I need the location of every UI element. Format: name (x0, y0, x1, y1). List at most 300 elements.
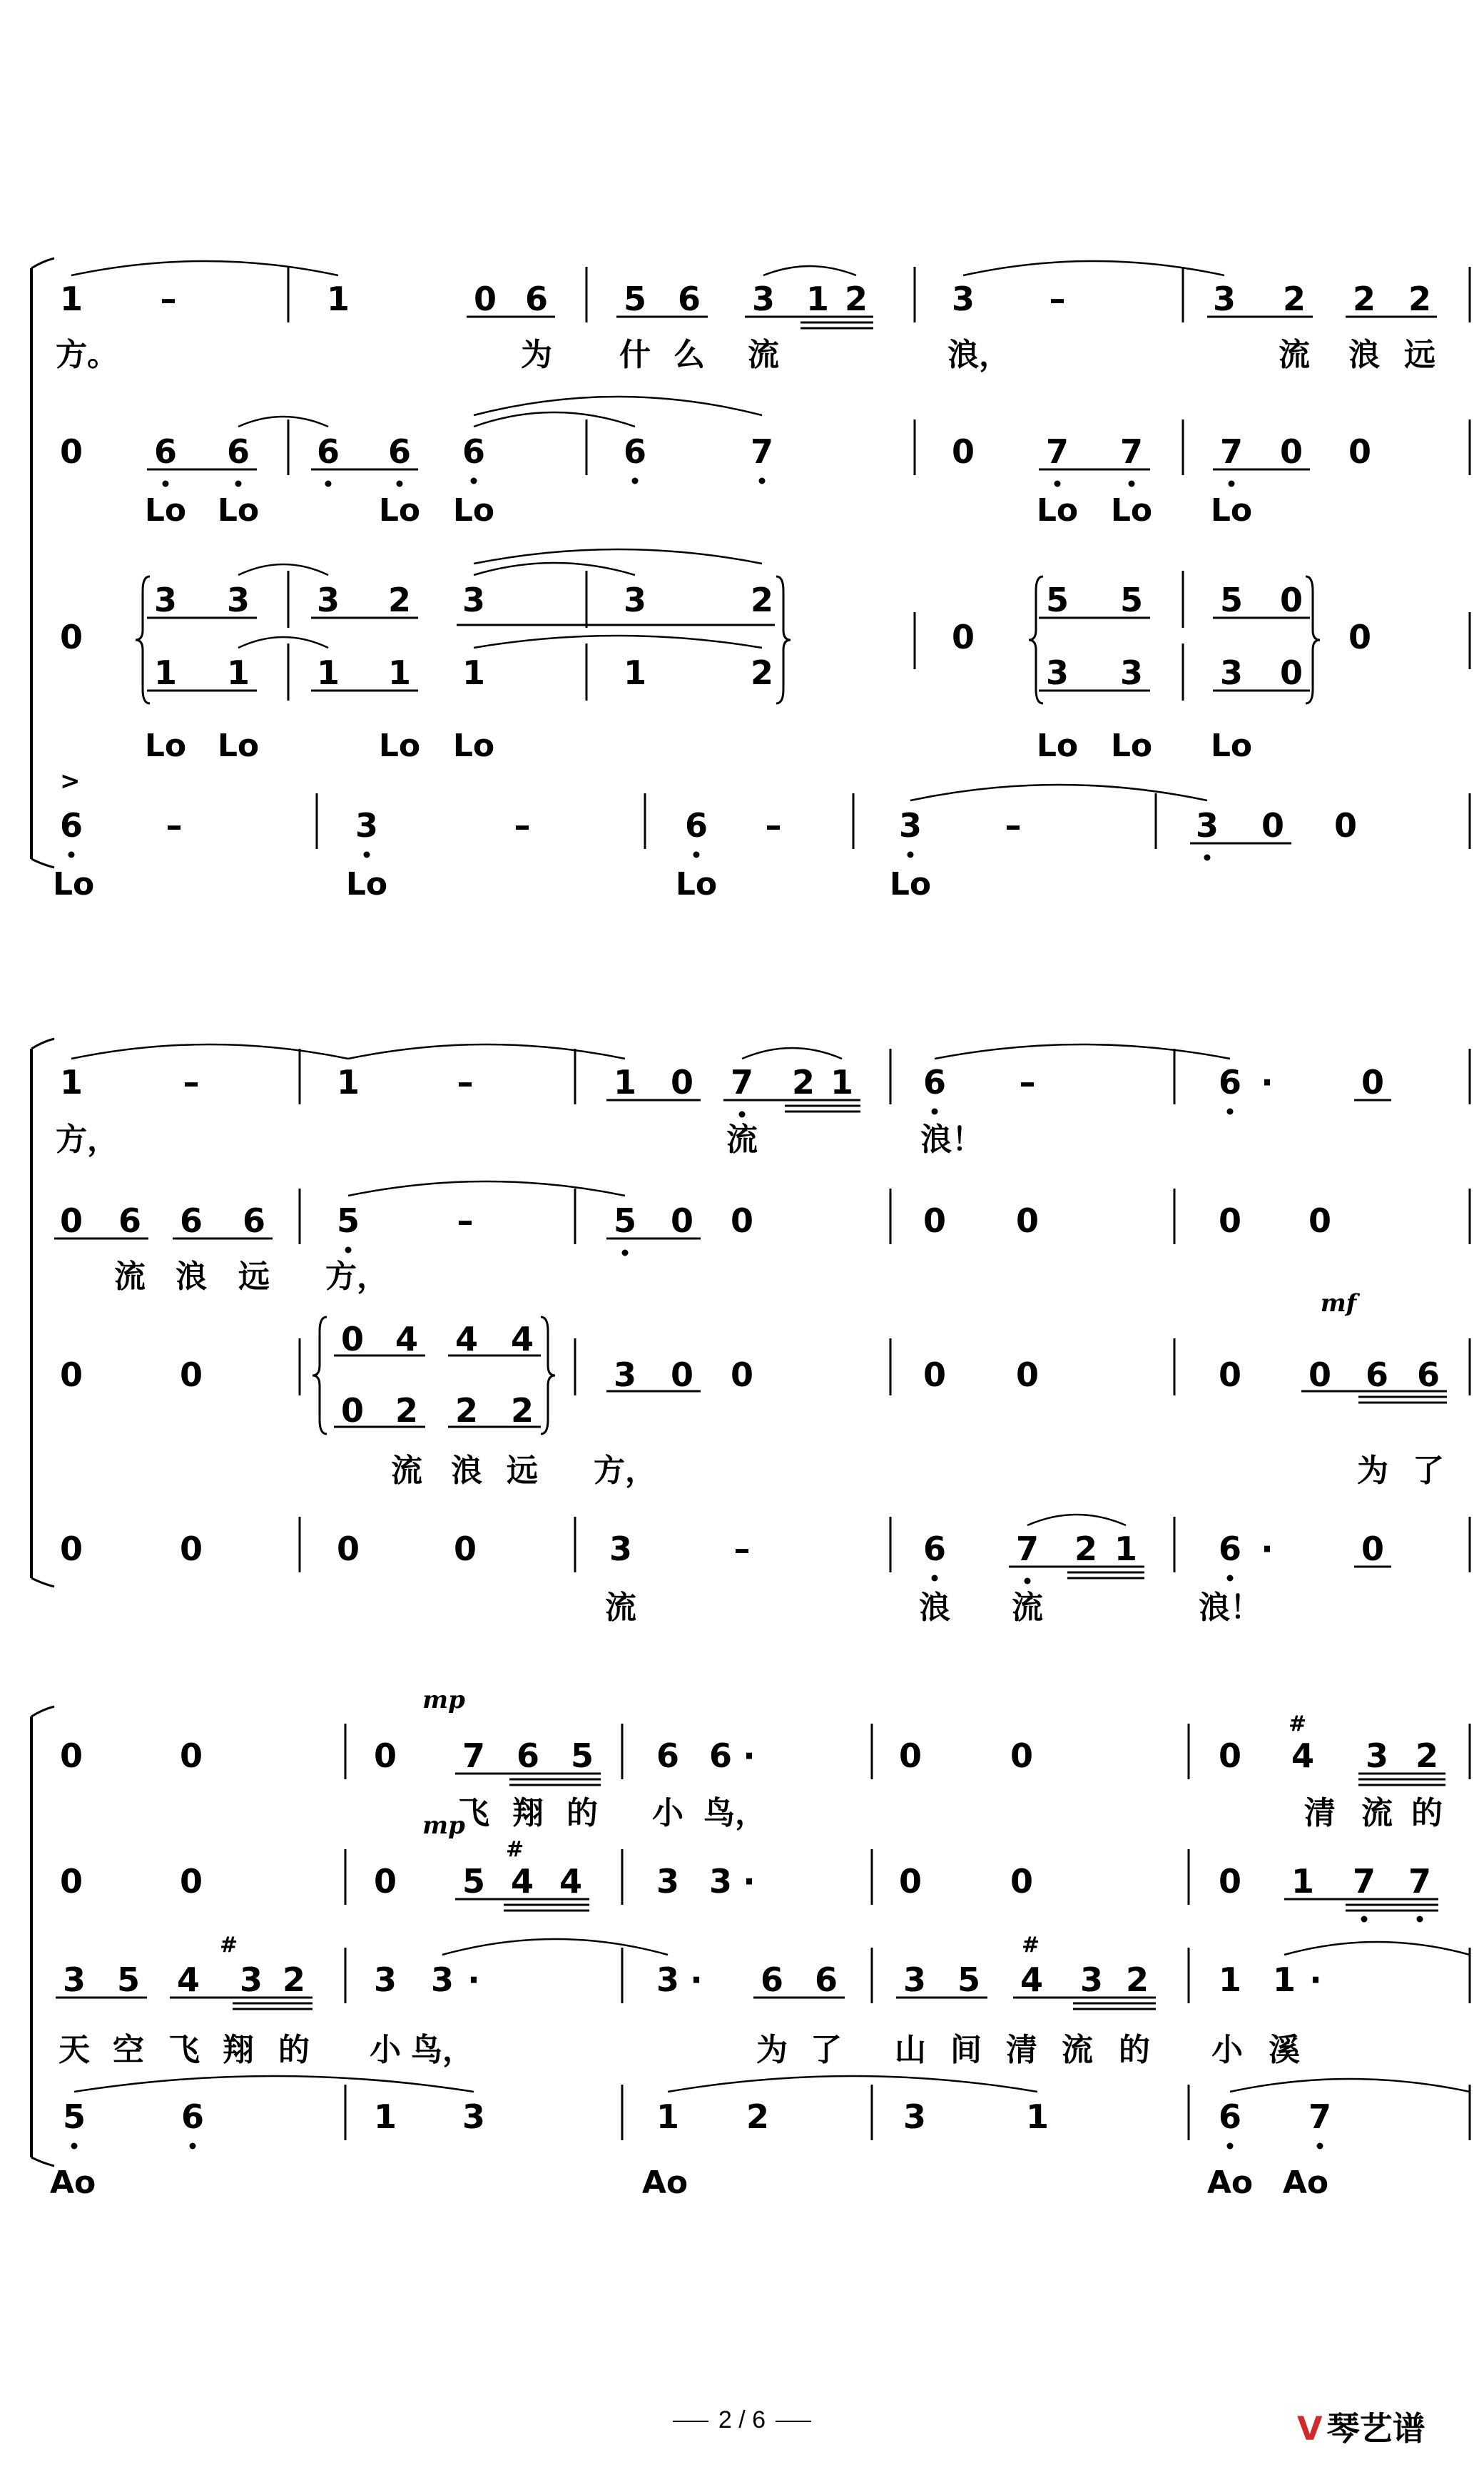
note: 4 (559, 1862, 583, 1901)
octave-dot (1227, 1575, 1234, 1582)
note: 6 (623, 432, 647, 471)
octave-dot (68, 852, 75, 858)
lyric: Ao (1282, 2165, 1329, 2201)
lyric: Ao (1206, 2165, 1254, 2201)
extension-dash: – (183, 1063, 200, 1102)
octave-dot (71, 2143, 78, 2150)
chord-brace (1029, 576, 1043, 703)
slur (935, 1044, 1230, 1059)
lyric: 流 (1012, 1589, 1043, 1626)
octave-dot (759, 478, 766, 484)
note: 5 (613, 1201, 637, 1240)
slur (963, 261, 1224, 275)
lyric: 小 (652, 1795, 683, 1831)
octave-dot (397, 481, 403, 487)
note: 1 (1291, 1862, 1315, 1901)
note: 3 (1219, 653, 1244, 692)
note: 4 (176, 1960, 200, 1999)
note: 0 (1308, 1201, 1332, 1240)
octave-dot (163, 481, 169, 487)
note: 3 (1119, 653, 1144, 692)
lyric: Lo (217, 492, 260, 529)
note: 1 (373, 2097, 397, 2136)
note: 0 (59, 1862, 83, 1901)
lyric: Lo (144, 492, 187, 529)
slur (238, 564, 328, 575)
note: 1 (656, 2097, 680, 2136)
lyric: 远 (1404, 337, 1435, 373)
note: 3 (462, 581, 486, 619)
lyric: Lo (1036, 728, 1079, 764)
note: 0 (1279, 653, 1303, 692)
note: 6 (656, 1736, 680, 1775)
lyric: 飞 (458, 1795, 489, 1831)
note: 2 (1282, 280, 1306, 318)
note: 2 (844, 280, 868, 318)
lyric: 远 (507, 1453, 538, 1489)
note: 6 (814, 1960, 838, 1999)
lyric: 为 (756, 2032, 788, 2068)
note: 6 (1365, 1355, 1389, 1394)
lyric: 小 (370, 2032, 401, 2068)
lyric: 流 (605, 1589, 636, 1626)
chord-brace (776, 576, 791, 703)
lyric: Lo (53, 866, 95, 902)
note: 6 (524, 280, 549, 318)
note: 3 (1045, 653, 1069, 692)
lyric: 空 (113, 2032, 144, 2068)
note: 2 (750, 581, 774, 619)
slur (474, 397, 762, 415)
note: 5 (570, 1736, 594, 1775)
augmentation-dot: · (467, 1960, 480, 1999)
note: 7 (1015, 1530, 1040, 1568)
note: 6 (59, 806, 83, 845)
note: 2 (1408, 280, 1432, 318)
page-number: 2 / 6 (0, 2406, 1484, 2434)
octave-dot (739, 1112, 746, 1118)
note: 3 (1195, 806, 1219, 845)
lyric: 么 (674, 337, 705, 373)
note: 3 (1365, 1736, 1389, 1775)
note: 0 (730, 1201, 754, 1240)
note: 3 (613, 1355, 637, 1394)
note: 0 (730, 1355, 754, 1394)
note: 0 (179, 1530, 203, 1568)
note: 1 (1025, 2097, 1050, 2136)
lyric: 了 (1413, 1453, 1444, 1489)
octave-dot (190, 2143, 196, 2150)
lyric: 间 (950, 2032, 982, 2068)
note: 3 (656, 1862, 680, 1901)
extension-dash: – (160, 280, 177, 318)
octave-dot (1227, 2143, 1234, 2150)
lyric: 天 (59, 2032, 90, 2068)
note: 1 (1114, 1530, 1138, 1568)
lyric: Lo (1110, 492, 1153, 529)
note: 6 (242, 1201, 266, 1240)
note: 1 (316, 653, 340, 692)
note: 6 (226, 432, 250, 471)
note: 5 (957, 1960, 981, 1999)
note: 0 (898, 1862, 923, 1901)
lyric: Lo (1110, 728, 1153, 764)
note: 7 (730, 1063, 754, 1102)
note: 3 (153, 581, 178, 619)
note: 1 (387, 653, 412, 692)
octave-dot (932, 1575, 938, 1582)
lyric: 鸟， (411, 2032, 474, 2068)
lyric: Lo (1036, 492, 1079, 529)
note: 0 (1308, 1355, 1332, 1394)
note: 3 (898, 806, 923, 845)
slur (348, 1181, 625, 1196)
note: 5 (336, 1201, 360, 1240)
slur (238, 417, 328, 427)
lyric: 流 (748, 337, 779, 373)
note: 0 (336, 1530, 360, 1568)
note: 6 (118, 1201, 142, 1240)
lyric: 翔 (512, 1795, 544, 1831)
note: 0 (1361, 1530, 1385, 1568)
note: 0 (340, 1391, 365, 1430)
chord-brace (1306, 576, 1320, 703)
extension-dash: – (457, 1063, 474, 1102)
octave-dot (1361, 1916, 1368, 1923)
lyric: 溪 (1269, 2032, 1300, 2068)
lyric: 方， (56, 1121, 118, 1158)
augmentation-dot: · (743, 1862, 756, 1901)
octave-dot (1025, 1578, 1031, 1585)
lyric: 方， (594, 1453, 656, 1489)
note: 0 (473, 280, 497, 318)
lyric: 浪！ (1199, 1589, 1261, 1626)
octave-dot (345, 1247, 352, 1253)
note: 0 (59, 1355, 83, 1394)
slur (442, 1939, 668, 1955)
note: 4 (1291, 1736, 1315, 1775)
sharp-sign: # (506, 1837, 524, 1862)
logo-icon: ᐯ (1297, 2409, 1323, 2448)
system-bracket (31, 1039, 54, 1049)
note: 0 (1348, 432, 1372, 471)
note: 2 (746, 2097, 770, 2136)
lyric: 远 (238, 1258, 270, 1295)
note: 2 (510, 1391, 534, 1430)
lyric: 的 (566, 1795, 598, 1831)
note: 3 (373, 1960, 397, 1999)
note: 3 (316, 581, 340, 619)
note: 6 (316, 432, 340, 471)
sharp-sign: # (220, 1933, 238, 1958)
slur (474, 563, 635, 575)
slur (742, 1048, 842, 1059)
lyric: 流 (1062, 2032, 1093, 2068)
lyric: Ao (50, 2165, 96, 2201)
note: 6 (1218, 2097, 1242, 2136)
note: 0 (923, 1201, 947, 1240)
sharp-sign: # (1022, 1933, 1040, 1958)
lyric: 的 (278, 2032, 310, 2068)
note: 3 (430, 1960, 454, 1999)
lyric: 鸟， (703, 1795, 766, 1831)
note: 6 (1416, 1355, 1440, 1394)
note: 0 (1333, 806, 1358, 845)
lyric: 的 (1119, 2032, 1150, 2068)
augmentation-dot: · (1261, 1063, 1274, 1102)
note: 2 (395, 1391, 419, 1430)
note: 0 (951, 432, 975, 471)
lyric: 流 (391, 1453, 422, 1489)
note: 3 (656, 1960, 680, 1999)
extension-dash: – (733, 1530, 751, 1568)
note: 3 (62, 1960, 86, 1999)
lyric: 什 (619, 337, 651, 373)
extension-dash: – (1049, 280, 1066, 318)
slur (474, 412, 635, 427)
augmentation-dot: · (1309, 1960, 1322, 1999)
note: 0 (1218, 1201, 1242, 1240)
lyric: 小 (1211, 2032, 1243, 2068)
lyric: Ao (641, 2165, 688, 2201)
note: 3 (708, 1862, 733, 1901)
note: 6 (462, 432, 486, 471)
octave-dot (908, 852, 914, 858)
note: 5 (116, 1960, 141, 1999)
lyric: Lo (452, 492, 495, 529)
lyric: 浪 (451, 1453, 482, 1489)
note: 1 (623, 653, 647, 692)
slur (1027, 1515, 1126, 1525)
note: 0 (1261, 806, 1285, 845)
augmentation-dot: · (1261, 1530, 1274, 1568)
note: 3 (903, 1960, 927, 1999)
note: 0 (179, 1355, 203, 1394)
lyric: Lo (675, 866, 718, 902)
note: 7 (1219, 432, 1244, 471)
note: 2 (387, 581, 412, 619)
note: 3 (903, 2097, 927, 2136)
lyric: 翔 (223, 2032, 254, 2068)
note: 7 (1352, 1862, 1376, 1901)
note: 6 (684, 806, 708, 845)
note: 0 (1218, 1355, 1242, 1394)
note: 5 (462, 1862, 486, 1901)
note: 0 (1361, 1063, 1385, 1102)
dynamic-mp: mp (422, 1686, 465, 1714)
slur (238, 637, 328, 648)
augmentation-dot: · (690, 1960, 703, 1999)
note: 0 (1010, 1736, 1034, 1775)
note: 3 (623, 581, 647, 619)
slur (474, 549, 762, 564)
note: 0 (951, 618, 975, 656)
slur (474, 636, 762, 648)
note: 1 (326, 280, 350, 318)
site-logo: ᐯ 琴艺谱 (1297, 2409, 1425, 2448)
extension-dash: – (1019, 1063, 1036, 1102)
note: 4 (510, 1862, 534, 1901)
note: 5 (1119, 581, 1144, 619)
lyric: Lo (889, 866, 932, 902)
note: 7 (750, 432, 774, 471)
note: 0 (179, 1862, 203, 1901)
note: 0 (373, 1862, 397, 1901)
octave-dot (1227, 1109, 1234, 1115)
note: 1 (153, 653, 178, 692)
note: 0 (1348, 618, 1372, 656)
slur (668, 2076, 1037, 2092)
note: 1 (59, 1063, 83, 1102)
note: 0 (1010, 1862, 1034, 1901)
system-bracket (31, 859, 54, 868)
lyric: 为 (1357, 1453, 1388, 1489)
lyric: 清 (1304, 1795, 1336, 1831)
note: 2 (282, 1960, 306, 1999)
octave-dot (1229, 481, 1235, 487)
note: 3 (609, 1530, 633, 1568)
lyric: Lo (452, 728, 495, 764)
note: 0 (1218, 1862, 1242, 1901)
note: 6 (1218, 1063, 1242, 1102)
note: 4 (454, 1320, 479, 1358)
lyric: 为 (521, 337, 552, 373)
note: 3 (751, 280, 776, 318)
lyric: 流 (1279, 337, 1310, 373)
note: 1 (462, 653, 486, 692)
slur (74, 2076, 474, 2092)
note: 2 (1125, 1960, 1149, 1999)
note: 2 (1074, 1530, 1098, 1568)
lyric: 山 (895, 2032, 926, 2068)
lyric: 浪， (947, 337, 1010, 373)
note: 1 (59, 280, 83, 318)
octave-dot (235, 481, 242, 487)
lyric: 流 (726, 1121, 758, 1158)
note: 2 (791, 1063, 815, 1102)
note: 0 (453, 1530, 477, 1568)
octave-dot (1204, 855, 1211, 861)
extension-dash: – (166, 806, 183, 845)
note: 1 (226, 653, 250, 692)
note: 4 (1020, 1960, 1044, 1999)
lyric: 的 (1411, 1795, 1443, 1831)
octave-dot (622, 1250, 629, 1256)
chord-brace (136, 576, 150, 703)
note: 0 (1015, 1201, 1040, 1240)
note: 2 (454, 1391, 479, 1430)
lyric: Lo (345, 866, 388, 902)
lyric: Lo (217, 728, 260, 764)
note: 3 (951, 280, 975, 318)
slur (910, 785, 1207, 800)
note: 0 (59, 1201, 83, 1240)
octave-dot (325, 481, 332, 487)
note: 3 (226, 581, 250, 619)
note: 1 (1272, 1960, 1296, 1999)
slur (763, 266, 856, 275)
note: 0 (59, 432, 83, 471)
note: 0 (670, 1063, 694, 1102)
note: 6 (181, 2097, 205, 2136)
octave-dot (632, 478, 639, 484)
note: 1 (1218, 1960, 1242, 1999)
lyric: 了 (810, 2032, 842, 2068)
lyric: 浪 (919, 1589, 950, 1626)
system-bracket (31, 1578, 54, 1587)
note: 5 (623, 280, 647, 318)
lyric: 流 (1361, 1795, 1393, 1831)
note: 7 (1408, 1862, 1432, 1901)
note: 4 (510, 1320, 534, 1358)
note: 2 (750, 653, 774, 692)
chord-brace (541, 1317, 555, 1434)
note: 7 (1045, 432, 1069, 471)
note: 6 (179, 1201, 203, 1240)
note: 6 (516, 1736, 540, 1775)
note: 1 (830, 1063, 854, 1102)
note: 0 (1279, 581, 1303, 619)
lyric: 流 (114, 1258, 146, 1295)
lyric: Lo (1210, 492, 1253, 529)
note: 0 (179, 1736, 203, 1775)
note: 0 (59, 618, 83, 656)
dynamic-mp: mp (422, 1811, 465, 1840)
octave-dot (1054, 481, 1061, 487)
note: 0 (59, 1530, 83, 1568)
note: 3 (355, 806, 379, 845)
slur (71, 261, 338, 275)
note: 0 (670, 1201, 694, 1240)
octave-dot (471, 478, 477, 484)
slur (1230, 2079, 1470, 2092)
lyric: 浪！ (920, 1121, 983, 1158)
note: 0 (373, 1736, 397, 1775)
lyric: 飞 (168, 2032, 200, 2068)
octave-dot (1129, 481, 1135, 487)
note: 0 (1218, 1736, 1242, 1775)
octave-dot (932, 1109, 938, 1115)
system-bracket (31, 1706, 54, 1716)
note: 1 (805, 280, 830, 318)
extension-dash: – (457, 1201, 474, 1240)
lyric: 清 (1006, 2032, 1037, 2068)
note: 2 (1415, 1736, 1439, 1775)
note: 0 (1015, 1355, 1040, 1394)
augmentation-dot: · (743, 1736, 756, 1775)
lyric: Lo (378, 492, 421, 529)
note: 0 (923, 1355, 947, 1394)
lyric: Lo (144, 728, 187, 764)
lyric: Lo (378, 728, 421, 764)
accent-mark: > (60, 767, 81, 795)
note: 1 (613, 1063, 637, 1102)
note: 0 (670, 1355, 694, 1394)
note: 0 (59, 1736, 83, 1775)
octave-dot (1417, 1916, 1423, 1923)
sharp-sign: # (1289, 1711, 1307, 1736)
extension-dash: – (514, 806, 531, 845)
slur (348, 1044, 625, 1059)
extension-dash: – (1005, 806, 1022, 845)
lyric: 方。 (56, 337, 118, 373)
note: 5 (62, 2097, 86, 2136)
note: 6 (760, 1960, 784, 1999)
note: 7 (462, 1736, 486, 1775)
lyric: 方， (325, 1258, 388, 1295)
lyric: 浪 (176, 1258, 207, 1295)
octave-dot (364, 852, 370, 858)
